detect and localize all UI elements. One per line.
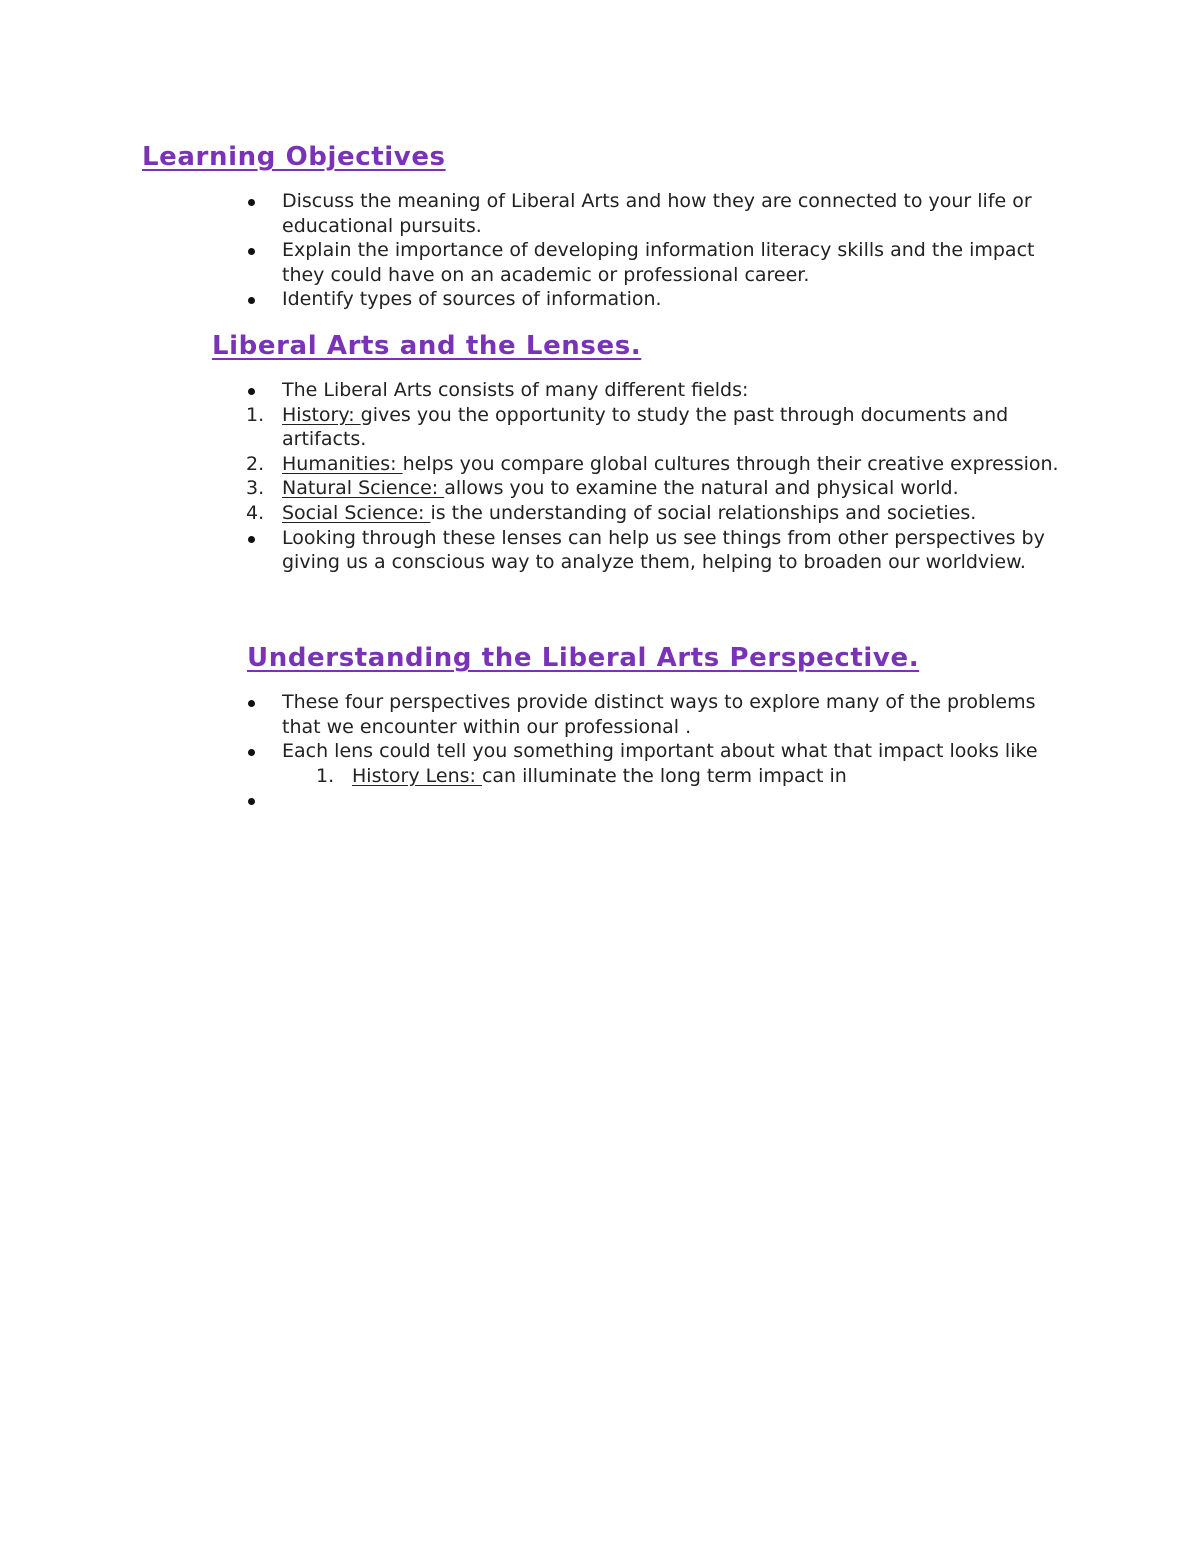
item-term: Natural Science: [282, 477, 445, 500]
list-item [246, 287, 1076, 312]
liberal-arts-lenses-list [246, 378, 1076, 575]
perspective-list [246, 690, 1076, 813]
item-number: 1. [246, 403, 265, 426]
item-term: Social Science: [282, 501, 431, 524]
item-number: 4. [246, 501, 265, 524]
item-text: Explain the importance of developing information literacy skills and the impact they could have on an academic or professional career. [282, 239, 1035, 286]
item-text: allows you to examine the natural and physical world. [444, 477, 959, 500]
item-text: These four perspectives provide distinct ways to explore many of the problems that we encounter within our professional . [282, 691, 1036, 738]
heading-understanding-perspective: Understanding the Liberal Arts Perspective. [247, 643, 920, 673]
item-term: History: [282, 403, 361, 426]
item-text: is the understanding of social relationships and societies. [430, 501, 977, 524]
item-text: Looking through these lenses can help us see things from other perspectives by giving us a conscious way to analyze them, helping to broaden our worldview. [282, 526, 1045, 574]
item-term: History Lens: [352, 764, 482, 787]
item-term: Humanities: [282, 452, 403, 475]
list-item [246, 476, 1076, 501]
item-text: can illuminate the long term impact in [481, 764, 847, 787]
item-number: 2. [246, 452, 265, 475]
item-text: The Liberal Arts consists of many different fields: [282, 379, 749, 401]
list-item [246, 238, 1076, 287]
list-item [246, 378, 1076, 403]
item-text: Discuss the meaning of Liberal Arts and how they are connected to your life or educational pursuits. [282, 190, 1032, 237]
item-text: helps you compare global cultures through their creative expression. [402, 452, 1059, 475]
item-text: Identify types of sources of information. [282, 288, 662, 311]
list-item [246, 452, 1076, 477]
item-number: 3. [246, 477, 265, 500]
heading-learning-objectives: Learning Objectives [142, 142, 446, 172]
list-item [246, 189, 1076, 238]
list-item [246, 739, 1076, 764]
learning-objectives-list [246, 189, 1076, 312]
item-number: 1. [316, 764, 335, 787]
list-item [246, 690, 1076, 739]
heading-liberal-arts-lenses: Liberal Arts and the Lenses. [212, 331, 642, 361]
list-item [246, 788, 1076, 813]
list-item [246, 403, 1076, 452]
item-text: Each lens could tell you something important about what that impact looks like [282, 740, 1038, 763]
item-text: gives you the opportunity to study the past through documents and artifacts. [282, 403, 1009, 451]
list-item [246, 501, 1076, 526]
list-item [246, 526, 1076, 575]
list-item-nested [246, 764, 1076, 789]
